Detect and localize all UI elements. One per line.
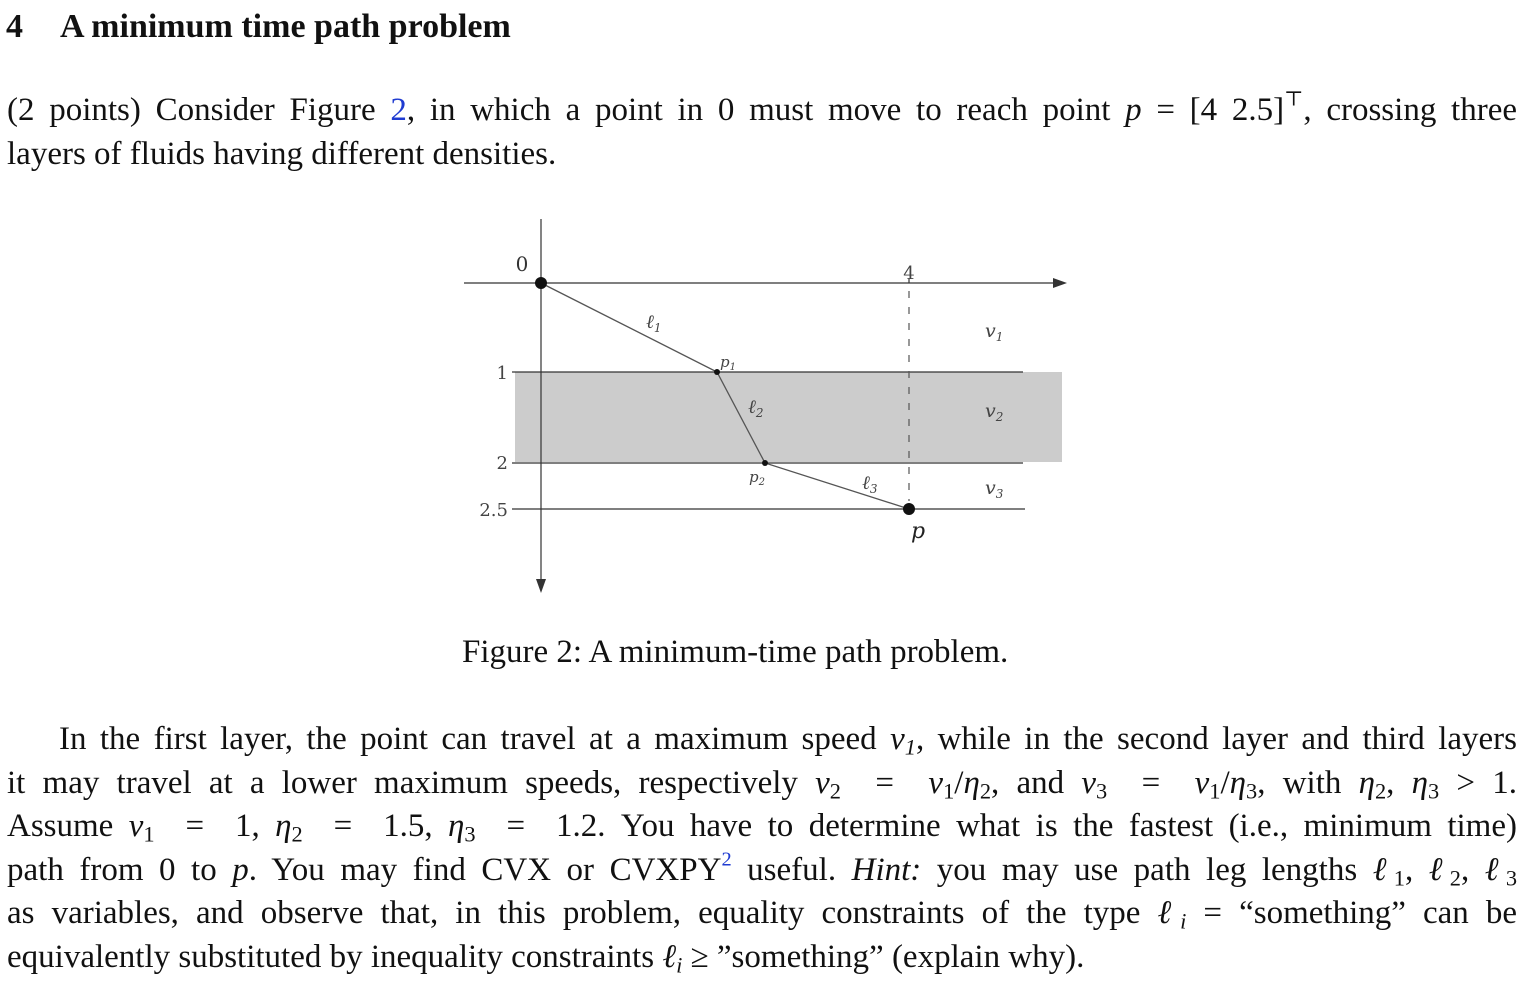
body-text: it may travel at a lower maximum speeds, respectively — [7, 764, 816, 801]
body-text: ≥ ”something” (explain why). — [682, 938, 1085, 975]
math-v3-def: $v_3 = v_1/\eta_3$ — [1081, 764, 1258, 804]
body-line-5 — [7, 892, 1517, 936]
body-text: > 1. — [1439, 764, 1517, 801]
hint-label: Hint: — [851, 851, 922, 888]
label-p2: $p_2$ — [749, 468, 765, 488]
math-li: ℓ$_i$ — [1157, 895, 1187, 934]
label-p: p — [911, 519, 926, 544]
body-text: as variables, and observe that, in this problem, equality constraints of the type — [7, 895, 1158, 931]
body-text: Assume — [7, 808, 129, 844]
body-text: equivalently substituted by inequality constraints — [7, 938, 663, 975]
x-axis-arrow-icon — [1053, 278, 1067, 288]
point-p — [903, 503, 915, 515]
section-title: A minimum time path problem — [60, 8, 511, 45]
origin-point — [535, 277, 547, 289]
leg-label-l2: ℓ$_2$ — [748, 396, 764, 420]
body-line-3 — [7, 805, 1517, 849]
body-text: . You may find CVX or CVXPY — [248, 851, 722, 888]
math-transpose: ⊤ — [1284, 88, 1304, 111]
intro-text: , crossing three — [1303, 92, 1517, 128]
math-p: p — [232, 851, 249, 888]
point-p2 — [762, 460, 768, 466]
body-line-4 — [7, 849, 1517, 893]
y-axis-arrow-icon — [536, 579, 546, 593]
speed-label-v1: $v_1$ — [985, 320, 1004, 344]
figure-2-diagram — [450, 205, 1090, 605]
math-assumptions: $v_1 = 1$, $\eta_2 = 1.5$, $\eta_3 = 1.2$ — [128, 808, 598, 847]
body-paragraph — [7, 718, 1517, 979]
body-text: In the first layer, the point can travel at a maximum speed — [59, 721, 891, 757]
math-leg-list: ℓ$_1$, ℓ$_2$, ℓ$_3$ — [1372, 851, 1518, 891]
math-v2-def: $v_2 = v_1/\eta_2$ — [815, 764, 992, 804]
leg-label-l3: ℓ$_3$ — [862, 472, 878, 496]
intro-text: , in which a point in 0 must move to reach point — [406, 92, 1126, 128]
body-line-1 — [7, 718, 1517, 762]
section-number: 4 — [6, 8, 23, 45]
body-text: , while in the second layer and third layers — [915, 721, 1517, 757]
figure-reference-link[interactable]: 2 — [390, 92, 407, 128]
intro-paragraph — [7, 89, 1517, 176]
math-v1: $v_1$ — [890, 721, 916, 760]
y-tick-label-2: 2 — [496, 453, 508, 474]
speed-label-v3: $v_3$ — [985, 477, 1004, 501]
body-line-6 — [7, 936, 1517, 980]
intro-text: (2 points) Consider Figure — [7, 92, 391, 128]
x-tick-label-4: 4 — [903, 263, 915, 284]
body-text: path from 0 to — [7, 851, 233, 888]
body-text: = “something” can be — [1186, 895, 1518, 931]
y-tick-label-2-5: 2.5 — [479, 500, 508, 521]
speed-label-v2: $v_2$ — [985, 400, 1004, 424]
body-text: useful. — [731, 851, 852, 888]
figure-caption: Figure 2: A minimum-time path problem. — [462, 634, 1009, 670]
leg-label-l1: ℓ$_1$ — [646, 311, 662, 335]
intro-line-1 — [7, 89, 1517, 133]
footnote-marker-link[interactable]: 2 — [721, 848, 732, 871]
section-heading — [6, 8, 511, 46]
math-p: p — [1125, 92, 1142, 128]
body-text: , with — [1257, 764, 1359, 801]
body-line-2 — [7, 762, 1517, 806]
y-tick-label-1: 1 — [496, 363, 508, 384]
math-eta-list: $\eta_2$, $\eta_3$ — [1358, 764, 1440, 804]
origin-label: 0 — [515, 252, 529, 276]
body-text: you may use path leg lengths — [921, 851, 1373, 888]
body-text: . You have to determine what is the fastest (i.e., minimum time) — [597, 808, 1517, 844]
math-li: ℓ$_i$ — [662, 938, 683, 978]
intro-line-2: layers of fluids having different densities. — [7, 135, 557, 172]
math-point-value: = [4 2.5] — [1141, 92, 1285, 128]
layer-2-band — [515, 372, 1062, 462]
body-text: , and — [991, 764, 1082, 801]
label-p1: $p_1$ — [720, 353, 736, 373]
